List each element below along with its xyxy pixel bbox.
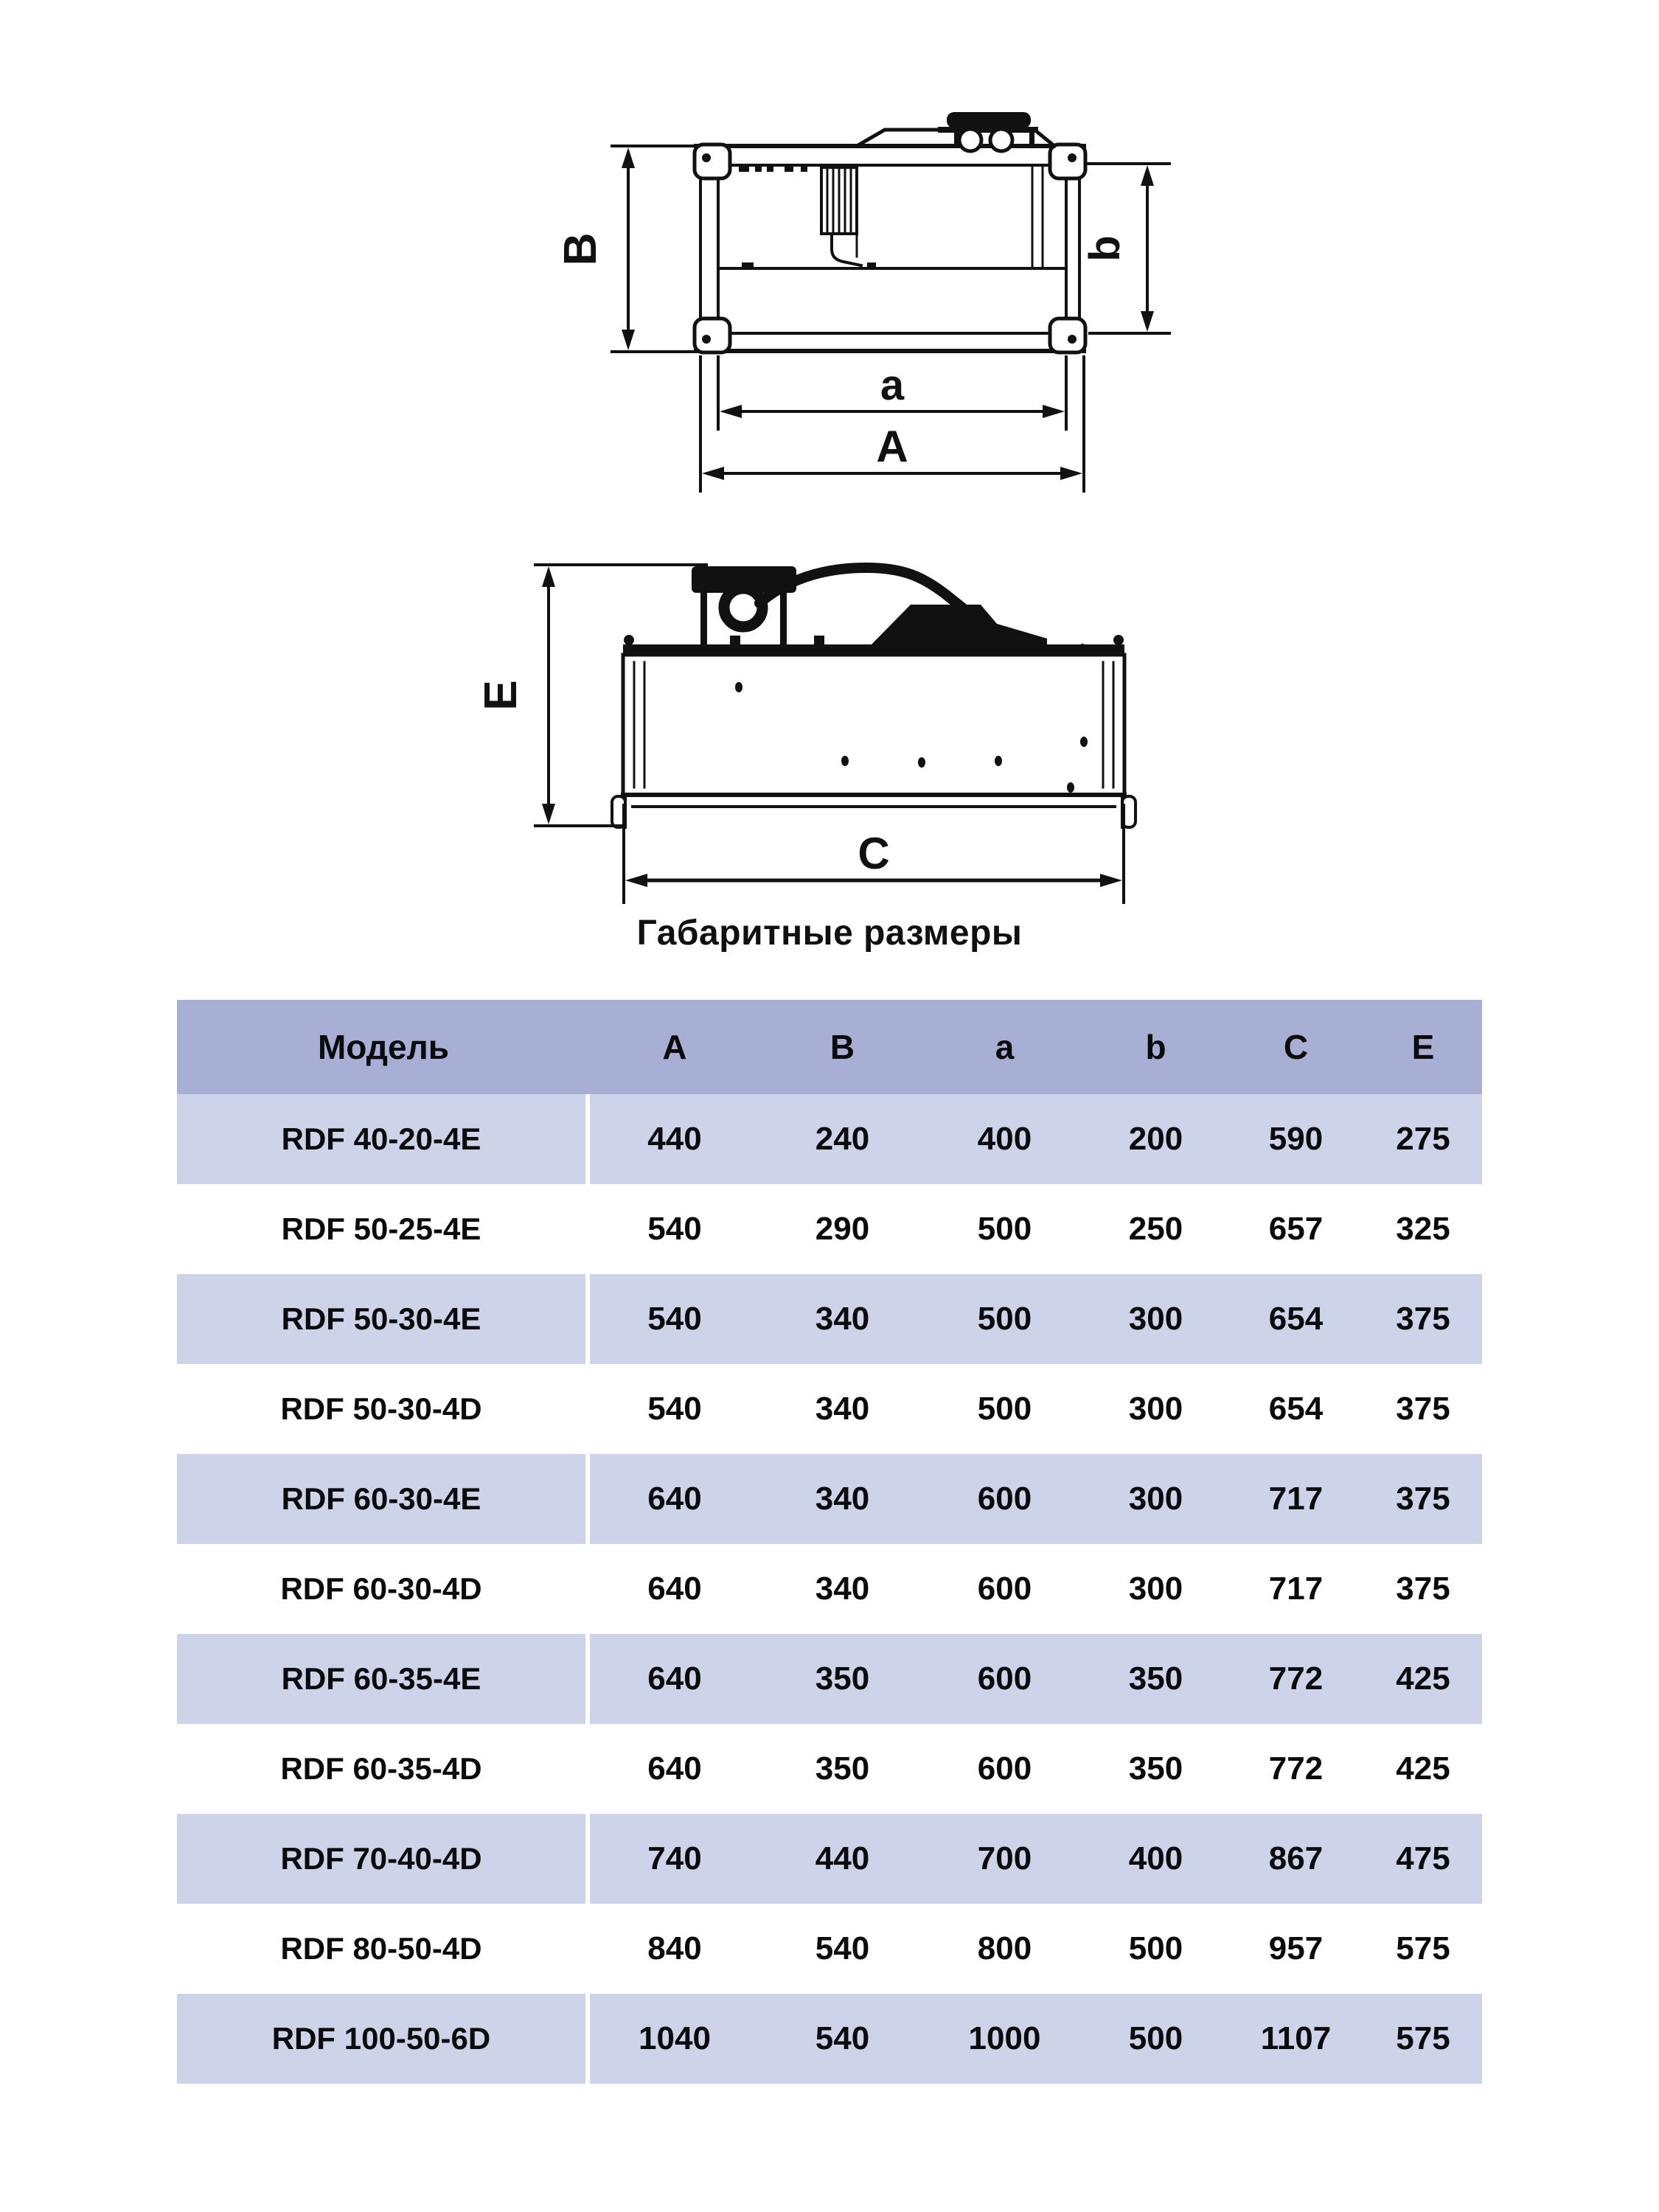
value-cell: 500 [925,1184,1084,1274]
value-cell: 600 [925,1544,1084,1634]
value-cell: 600 [925,1454,1084,1544]
dimension-E [535,565,706,826]
model-cell: RDF 100-50-6D [177,1994,590,2084]
value-cell: 772 [1228,1634,1364,1724]
model-cell: RDF 60-30-4E [177,1454,590,1544]
model-cell: RDF 50-30-4D [177,1364,590,1454]
value-cell: 375 [1364,1454,1482,1544]
value-cell: 500 [925,1274,1084,1364]
value-cell: 350 [1084,1634,1228,1724]
value-cell: 300 [1084,1544,1228,1634]
value-cell: 500 [1084,1904,1228,1994]
value-cell: 475 [1364,1814,1482,1904]
value-cell: 640 [590,1724,759,1814]
model-cell: RDF 50-25-4E [177,1184,590,1274]
value-cell: 375 [1364,1364,1482,1454]
column-header-model: Модель [177,1000,590,1094]
value-cell: 640 [590,1634,759,1724]
value-cell: 540 [590,1184,759,1274]
table-row [177,1904,1482,1994]
value-cell: 500 [1084,1994,1228,2084]
value-cell: 654 [1228,1364,1364,1454]
table-row [177,1724,1482,1814]
value-cell: 340 [759,1454,925,1544]
table-row [177,1094,1482,1184]
value-cell: 957 [1228,1904,1364,1994]
value-cell: 350 [759,1634,925,1724]
table-row [177,1994,1482,2084]
value-cell: 640 [590,1454,759,1544]
table-row [177,1364,1482,1454]
rivet-dots [735,644,1088,793]
value-cell: 800 [925,1904,1084,1994]
column-header-C: C [1228,1000,1364,1094]
value-cell: 375 [1364,1544,1482,1634]
dim-label-C: C [858,829,890,878]
value-cell: 540 [759,1994,925,2084]
table-row [177,1634,1482,1724]
value-cell: 290 [759,1184,925,1274]
value-cell: 590 [1228,1094,1364,1184]
table-row [177,1184,1482,1274]
model-cell: RDF 70-40-4D [177,1814,590,1904]
value-cell: 425 [1364,1634,1482,1724]
value-cell: 600 [925,1634,1084,1724]
value-cell: 500 [925,1364,1084,1454]
value-cell: 1000 [925,1994,1084,2084]
value-cell: 340 [759,1274,925,1364]
column-header-A: A [590,1000,759,1094]
value-cell: 440 [759,1814,925,1904]
value-cell: 540 [590,1274,759,1364]
value-cell: 425 [1364,1724,1482,1814]
dim-label-E: E [476,680,526,711]
dimension-drawings [0,0,1659,981]
value-cell: 600 [925,1724,1084,1814]
dimensions-table [177,1000,1482,2084]
value-cell: 867 [1228,1814,1364,1904]
value-cell: 275 [1364,1094,1482,1184]
model-cell: RDF 80-50-4D [177,1904,590,1994]
flange-tabs [695,145,1085,352]
value-cell: 654 [1228,1274,1364,1364]
dimension-B [612,146,699,352]
column-header-a: a [925,1000,1084,1094]
value-cell: 300 [1084,1454,1228,1544]
value-cell: 375 [1364,1274,1482,1364]
value-cell: 540 [590,1364,759,1454]
model-cell: RDF 60-35-4E [177,1634,590,1724]
dim-label-A: A [876,422,908,471]
mounting-clamp [692,566,1047,647]
model-cell: RDF 60-35-4D [177,1724,590,1814]
front-view-drawing [535,565,1135,902]
table-row [177,1814,1482,1904]
column-header-E: E [1364,1000,1482,1094]
value-cell: 350 [759,1724,925,1814]
column-header-B: B [759,1000,925,1094]
model-cell: RDF 40-20-4E [177,1094,590,1184]
model-cell: RDF 60-30-4D [177,1544,590,1634]
value-cell: 340 [759,1544,925,1634]
value-cell: 240 [759,1094,925,1184]
value-cell: 717 [1228,1454,1364,1544]
value-cell: 200 [1084,1094,1228,1184]
value-cell: 340 [759,1364,925,1454]
table-row [177,1544,1482,1634]
value-cell: 440 [590,1094,759,1184]
value-cell: 400 [1084,1814,1228,1904]
value-cell: 740 [590,1814,759,1904]
value-cell: 1040 [590,1994,759,2084]
value-cell: 717 [1228,1544,1364,1634]
page-title: Габаритные размеры [636,914,1023,953]
table-header-row [177,1000,1482,1094]
value-cell: 325 [1364,1184,1482,1274]
dim-label-B: B [555,232,606,266]
value-cell: 575 [1364,1904,1482,1994]
value-cell: 840 [590,1904,759,1994]
column-header-b: b [1084,1000,1228,1094]
value-cell: 300 [1084,1364,1228,1454]
value-cell: 350 [1084,1724,1228,1814]
value-cell: 657 [1228,1184,1364,1274]
table-row [177,1454,1482,1544]
dim-label-a: a [880,361,905,409]
value-cell: 700 [925,1814,1084,1904]
value-cell: 640 [590,1544,759,1634]
value-cell: 1107 [1228,1994,1364,2084]
value-cell: 540 [759,1904,925,1994]
dim-label-b: b [1081,235,1129,262]
table-row [177,1274,1482,1364]
value-cell: 400 [925,1094,1084,1184]
value-cell: 772 [1228,1724,1364,1814]
value-cell: 250 [1084,1184,1228,1274]
fan-internals [739,165,1043,268]
model-cell: RDF 50-30-4E [177,1274,590,1364]
value-cell: 300 [1084,1274,1228,1364]
value-cell: 575 [1364,1994,1482,2084]
